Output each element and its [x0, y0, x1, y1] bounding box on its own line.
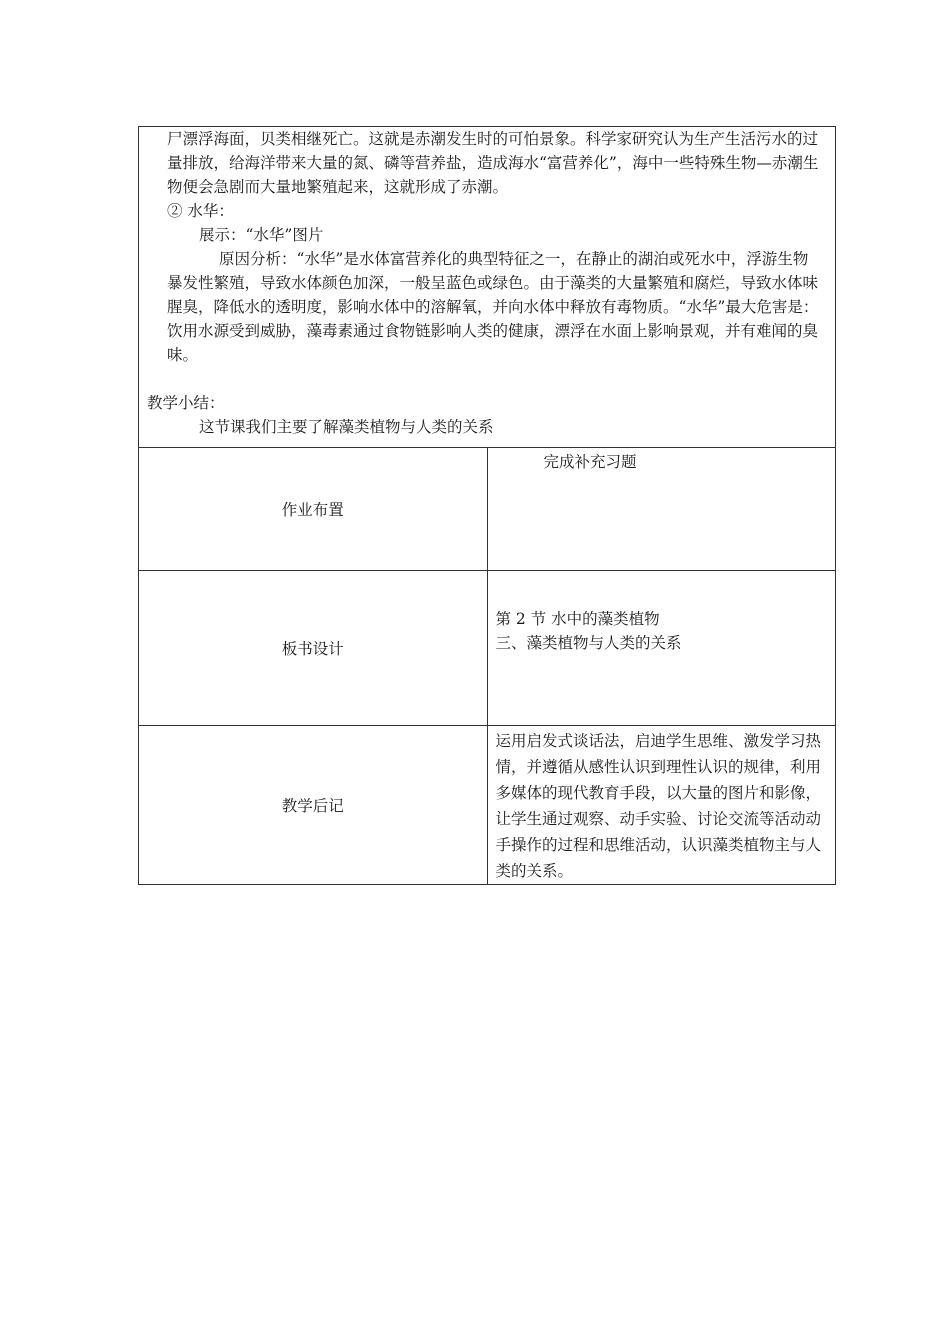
red-tide-paragraph: 尸漂浮海面，贝类相继死亡。这就是赤潮发生时的可怕景象。科学家研究认为生产生活污水的过量排放，给海洋带来大量的氮、磷等营养盐，造成海水“富营养化”，海中一些特殊生物—赤潮生物便会急剧而大量地繁殖起来，这就形成了赤潮。: [167, 130, 819, 196]
homework-row: [139, 448, 836, 571]
summary-label: 教学小结：: [147, 394, 225, 412]
cause-analysis-text: 原因分析：“水华”是水体富营养化的典型特征之一，在静止的湖泊或死水中，浮游生物暴发性繁殖，导致水体颜色加深，一般呈蓝色或绿色。由于藻类的大量繁殖和腐烂，导致水体味腥臭，降低水的透明度，影响水体中的溶解氧，并向水体中释放有毒物质。“水华”最大危害是：饮用水源受到威胁，藻毒素通过食物链影响人类的健康，漂浮在水面上影响景观，并有难闻的臭味。: [167, 250, 819, 364]
board-content: [487, 571, 836, 726]
board-line-2: 三、藻类植物与人类的关系: [495, 634, 682, 652]
summary-text: 这节课我们主要了解藻类植物与人类的关系: [199, 418, 494, 436]
show-picture-line: 展示：“水华”图片: [199, 226, 324, 244]
water-bloom-heading: ② 水华：: [167, 202, 234, 220]
board-row: [139, 571, 836, 726]
board-line-1: 第 2 节 水中的藻类植物: [495, 610, 660, 628]
continuation-row: [139, 127, 836, 448]
continuation-cell: [139, 127, 836, 448]
board-label: 板书设计: [139, 571, 488, 726]
lesson-plan-table: [138, 126, 836, 885]
notes-label: 教学后记: [139, 726, 488, 885]
spacer: [147, 367, 821, 391]
notes-text: 运用启发式谈话法，启迪学生思维、激发学习热情，并遵循从感性认识到理性认识的规律，利用多媒体的现代教育手段，以大量的图片和影像，让学生通过观察、动手实验、讨论交流等活动动手操作的过程和思维活动，认识藻类植物主与人类的关系。: [495, 732, 822, 880]
notes-content: [487, 726, 836, 885]
homework-content: 完成补充习题: [487, 448, 836, 571]
cause-analysis-paragraph: [147, 247, 821, 367]
notes-row: [139, 726, 836, 885]
homework-label: 作业布置: [139, 448, 488, 571]
